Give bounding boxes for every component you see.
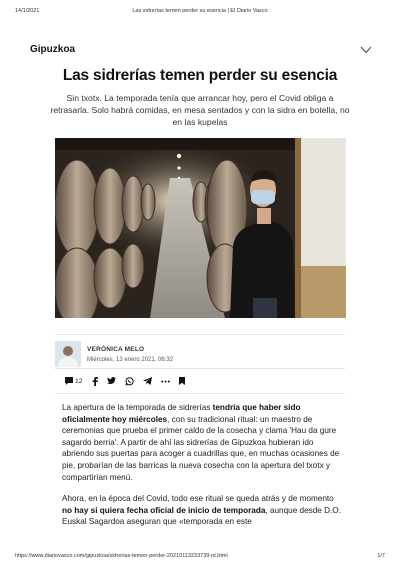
article-paragraph <box>62 402 342 483</box>
print-footer <box>15 553 385 559</box>
author-box <box>55 334 345 367</box>
comment-icon <box>65 377 73 385</box>
page-title: Las sidrerías temen perder su esencia <box>62 67 338 84</box>
twitter-icon[interactable] <box>107 377 116 385</box>
article-paragraph <box>62 493 342 528</box>
paragraph-bold: tendría que haber sido oficialmente hoy miércoles <box>62 403 301 424</box>
article-body <box>62 402 342 538</box>
comment-count: 12 <box>75 377 83 385</box>
article-photo <box>55 138 346 318</box>
section-bar <box>30 44 372 55</box>
cellar-photo-illustration <box>55 138 346 318</box>
paragraph-text: , aunque desde D.O. Euskal Sagardoa aseguran que «temporada en este <box>62 505 341 527</box>
share-bar <box>55 368 345 394</box>
whatsapp-icon[interactable] <box>125 377 134 386</box>
publish-date: Miércoles, 13 enero 2021, 06:32 <box>87 356 174 363</box>
avatar[interactable] <box>55 341 81 367</box>
chevron-down-icon[interactable] <box>360 46 372 54</box>
paragraph-text: La apertura de la temporada de sidrerías <box>62 403 213 412</box>
author-name[interactable]: VERÓNICA MELO <box>87 345 145 353</box>
more-icon[interactable] <box>161 380 170 383</box>
telegram-icon[interactable] <box>143 377 152 385</box>
bookmark-icon[interactable] <box>179 377 185 385</box>
comments-button[interactable] <box>65 377 83 385</box>
page-url[interactable]: https://www.diariovasco.com/gipuzkoa/sidrerias-temen-perder-20210113233739-nt.html <box>15 553 228 559</box>
section-name[interactable]: Gipuzkoa <box>30 44 76 55</box>
facebook-icon[interactable] <box>92 377 98 386</box>
paragraph-text: , con su tradicional ritual: un maestro de ceremonias que prueba el primer caldo de la cosecha y clama 'Hau da gure sagardo berria'. A partir de ahí las sidrerías de Gipuzkoa hubieran ido abriendo sus puertas para acoger a cuadrillas que, en muchas ocasiones de pie, probarían de las barricas la nueva cosecha con la apertura del txotx y compartirían menú. <box>62 414 340 482</box>
print-title: Las sidrerías temen perder su esencia | El Diario Vasco <box>132 8 268 14</box>
paragraph-bold: no hay si quiera fecha oficial de inicio de temporada <box>62 505 266 515</box>
print-date: 14/1/2021 <box>15 8 40 14</box>
article-subtitle: Sin txotx. La temporada tenía que arrancar hoy, pero el Covid obliga a retrasarla. Solo habrá comidas, en mesa sentados y con la sidra en botella, no en las kupelas <box>50 93 350 127</box>
print-header <box>15 8 385 14</box>
page-number: 1/7 <box>377 553 385 559</box>
paragraph-text: Ahora, en la época del Covid, todo ese ritual se queda atrás y de momento <box>62 494 334 504</box>
